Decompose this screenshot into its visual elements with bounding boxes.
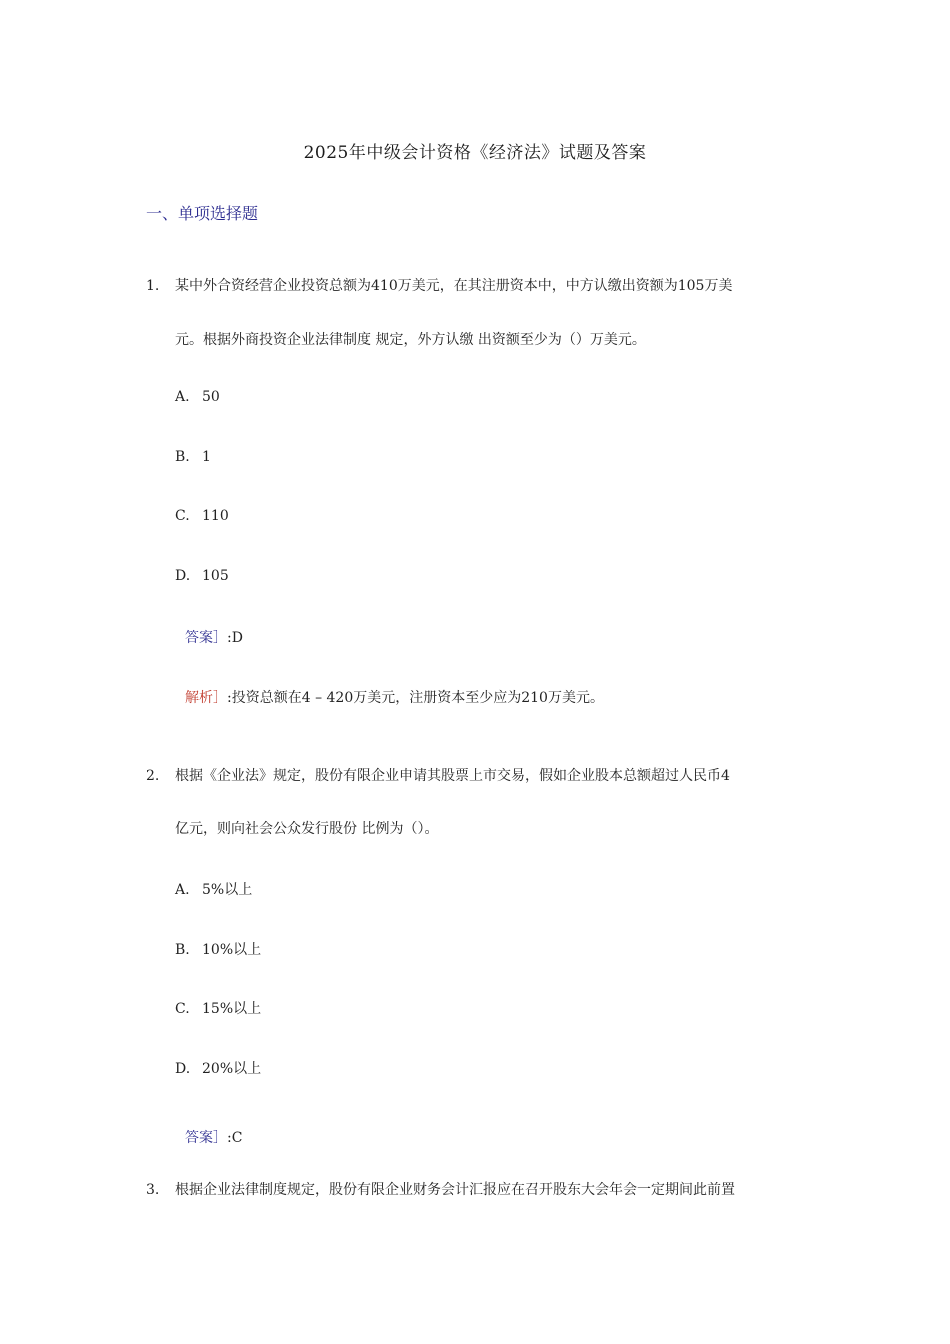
answer bbox=[185, 627, 243, 647]
option-letter: B. bbox=[175, 942, 190, 958]
option-d bbox=[175, 1058, 261, 1078]
option-letter: B. bbox=[175, 449, 190, 465]
option-letter: D. bbox=[175, 568, 191, 584]
option-text: 50 bbox=[202, 389, 220, 405]
option-text: 1 bbox=[202, 449, 211, 465]
option-text: 105 bbox=[202, 568, 229, 584]
option-b bbox=[175, 449, 211, 465]
option-c bbox=[175, 508, 229, 524]
option-text: 5%以上 bbox=[202, 882, 253, 898]
question-text-line: 亿元，则向社会公众发行股份 比例为（）。 bbox=[175, 821, 439, 837]
option-text: 10%以上 bbox=[202, 942, 262, 958]
answer-value: :C bbox=[227, 1130, 243, 1146]
answer-label: 答案］ bbox=[185, 630, 227, 646]
option-d bbox=[175, 568, 229, 584]
analysis-label: 解析］ bbox=[185, 690, 227, 706]
question-text-line: 元。根据外商投资企业法律制度 规定，外方认缴 出资额至少为（）万美元。 bbox=[175, 332, 646, 348]
option-c bbox=[175, 998, 261, 1018]
option-text: 110 bbox=[202, 508, 229, 524]
question-number: 1. bbox=[146, 278, 160, 294]
question-number: 3. bbox=[146, 1182, 160, 1198]
document-title: 2025年中级会计资格《经济法》试题及答案 bbox=[303, 143, 647, 163]
section-heading: 一、单项选择题 bbox=[146, 204, 259, 223]
question-text-line: 根据《企业法》规定，股份有限企业申请其股票上市交易，假如企业股本总额超过人民币4 bbox=[175, 768, 730, 784]
question-text-line: 某中外合资经营企业投资总额为410万美元，在其注册资本中，中方认缴出资额为105万美 bbox=[175, 278, 733, 294]
analysis-text: :投资总额在4 – 420万美元，注册资本至少应为210万美元。 bbox=[227, 690, 604, 706]
question-text-line: 根据企业法律制度规定，股份有限企业财务会计汇报应在召开股东大会年会一定期间此前置 bbox=[175, 1182, 735, 1198]
option-letter: A. bbox=[175, 882, 190, 898]
option-text: 15%以上 bbox=[202, 1001, 262, 1017]
answer bbox=[185, 1127, 242, 1147]
option-a bbox=[175, 879, 252, 899]
analysis bbox=[185, 687, 604, 707]
option-b bbox=[175, 939, 261, 959]
option-letter: C. bbox=[175, 508, 190, 524]
answer-label: 答案］ bbox=[185, 1130, 227, 1146]
option-letter: D. bbox=[175, 1061, 191, 1077]
answer-value: :D bbox=[227, 630, 243, 646]
option-a bbox=[175, 389, 220, 405]
option-text: 20%以上 bbox=[202, 1061, 262, 1077]
option-letter: A. bbox=[175, 389, 190, 405]
question-number: 2. bbox=[146, 768, 160, 784]
option-letter: C. bbox=[175, 1001, 190, 1017]
